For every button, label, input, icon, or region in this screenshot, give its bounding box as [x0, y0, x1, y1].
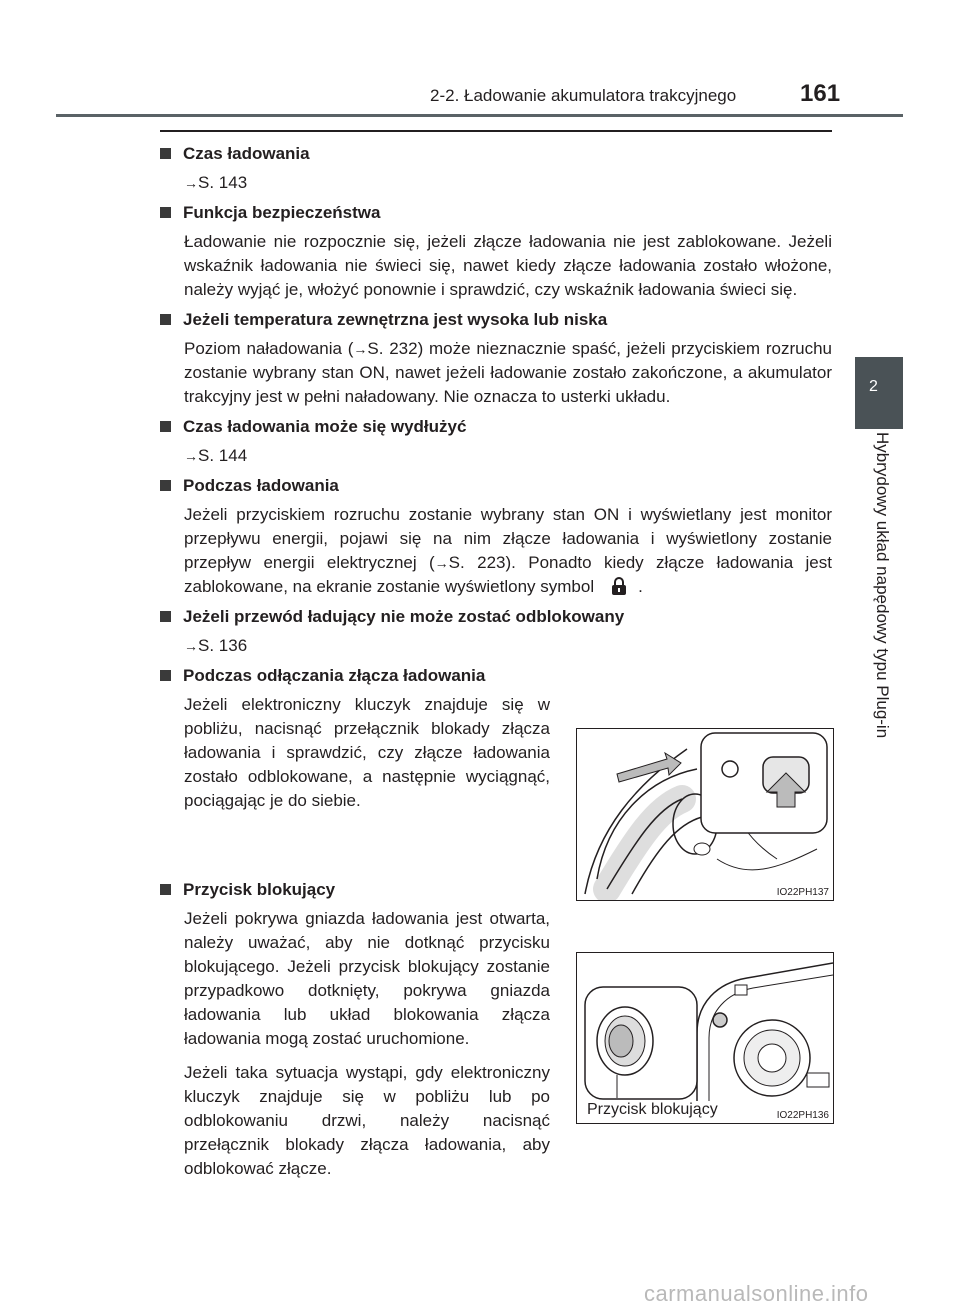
page-reference[interactable]: S. 232: [367, 339, 418, 358]
section-body: Poziom naładowania (→S. 232) może nieznacznie spaść, jeżeli przyciskiem rozruchu zostanie wybrany stan ON, nawet jeżeli ładowanie zostało zakończone, a akumulator trakcyjny jest w pełni naładowany. Nie oznacza to usterki układu.: [184, 339, 832, 406]
arrow-right-icon: →: [353, 341, 368, 357]
chapter-side-title-text: Hybrydowy układ napędowy typu Plug-in: [873, 432, 892, 739]
bullet-square-icon: [160, 884, 171, 895]
section-heading: Jeżeli temperatura zewnętrzna jest wysoka lub niska: [160, 308, 832, 331]
charging-inlet-illustration: [577, 953, 833, 1123]
arrow-right-icon: →: [434, 555, 449, 571]
bullet-square-icon: [160, 314, 171, 325]
page-reference[interactable]: →S. 136: [184, 636, 248, 655]
section-safety-function: [160, 201, 832, 302]
figure-code: IO22PH136: [776, 1110, 829, 1121]
chapter-tab: [855, 357, 903, 429]
arrow-right-icon: →: [184, 175, 198, 191]
section-body: Jeżeli pokrywa gniazda ładowania jest otwarta, należy uważać, aby nie dotknąć przycisku blokującego. Jeżeli przycisk blokujący zostanie przypadkowo dotknięty, pokrywa gniazda ładowania lub układ blokowania złącza ładowania mogą zostać uruchomione.: [184, 909, 550, 1048]
section-body: Ładowanie nie rozpocznie się, jeżeli złącze ładowania nie jest zablokowane. Jeżeli wskaźnik ładowania nie świeci się, nawet kiedy złącze ładowania zostało włożone, należy wyjąć je, włożyć ponownie i sprawdzić, czy wskaźnik ładowania świeci się.: [184, 232, 832, 299]
bullet-square-icon: [160, 611, 171, 622]
connector-illustration: [577, 729, 833, 900]
arrow-right-icon: →: [184, 448, 198, 464]
chapter-number: 2: [869, 378, 878, 395]
page-reference[interactable]: →S. 143: [184, 173, 248, 192]
bullet-square-icon: [160, 421, 171, 432]
watermark: carmanualsonline.info: [644, 1281, 869, 1306]
section-heading: Czas ładowania może się wydłużyć: [160, 415, 832, 438]
section-body-2: Jeżeli taka sytuacja wystąpi, gdy elektroniczny kluczyk znajduje się w pobliżu lub po odblokowaniu drzwi, należy nacisnąć przełącznik blokady złącza ładowania, aby odblokować złącze.: [184, 1063, 550, 1178]
chapter-side-title: [858, 432, 892, 792]
content-top-rule: [160, 130, 832, 132]
section-heading: Przycisk blokujący: [160, 878, 832, 901]
figure-connector-unlock: [576, 728, 834, 901]
bullet-square-icon: [160, 148, 171, 159]
bullet-square-icon: [160, 670, 171, 681]
figure-callout-label: Przycisk blokujący: [587, 1101, 718, 1118]
section-heading: Podczas ładowania: [160, 474, 832, 497]
section-heading: Jeżeli przewód ładujący nie może zostać odblokowany: [160, 605, 832, 628]
arrow-right-icon: →: [184, 638, 198, 654]
section-heading: Czas ładowania: [160, 142, 832, 165]
section-temperature: [160, 308, 832, 409]
section-cable-not-unlocked: [160, 605, 832, 658]
figure-lock-button: [576, 952, 834, 1124]
header-rule: [56, 114, 903, 117]
section-body: Jeżeli elektroniczny kluczyk znajduje się w pobliżu, nacisnąć przełącznik blokady złącza ładowania i sprawdzić, czy złącze ładowania zostało odblokowane, a następnie wyciągnąć, pociągając je do siebie.: [184, 695, 550, 810]
figure-code: IO22PH137: [776, 887, 829, 898]
page-reference[interactable]: →S. 144: [184, 446, 248, 465]
bullet-square-icon: [160, 480, 171, 491]
section-charging-time: [160, 142, 832, 195]
section-during-charging: [160, 474, 832, 599]
connector-lock-icon: [608, 576, 630, 596]
section-heading: Funkcja bezpieczeństwa: [160, 201, 832, 224]
page-number: 161: [800, 80, 841, 107]
section-heading: Podczas odłączania złącza ładowania: [160, 664, 832, 687]
page-reference[interactable]: S. 223: [448, 553, 506, 572]
section-charging-longer: [160, 415, 832, 468]
section-body: Jeżeli przyciskiem rozruchu zostanie wybrany stan ON i wyświetlany jest monitor przepływu energii, pojawi się na nim złącze ładowania i wyświetlony zostanie przepływ energii elektrycznej (→S. 223). Ponadto kiedy złącze ładowania jest zablokowane, na ekranie zostanie wyświetlony symbol .: [184, 505, 832, 596]
bullet-square-icon: [160, 207, 171, 218]
running-header-title: 2-2. Ładowanie akumulatora trakcyjnego: [430, 86, 737, 105]
